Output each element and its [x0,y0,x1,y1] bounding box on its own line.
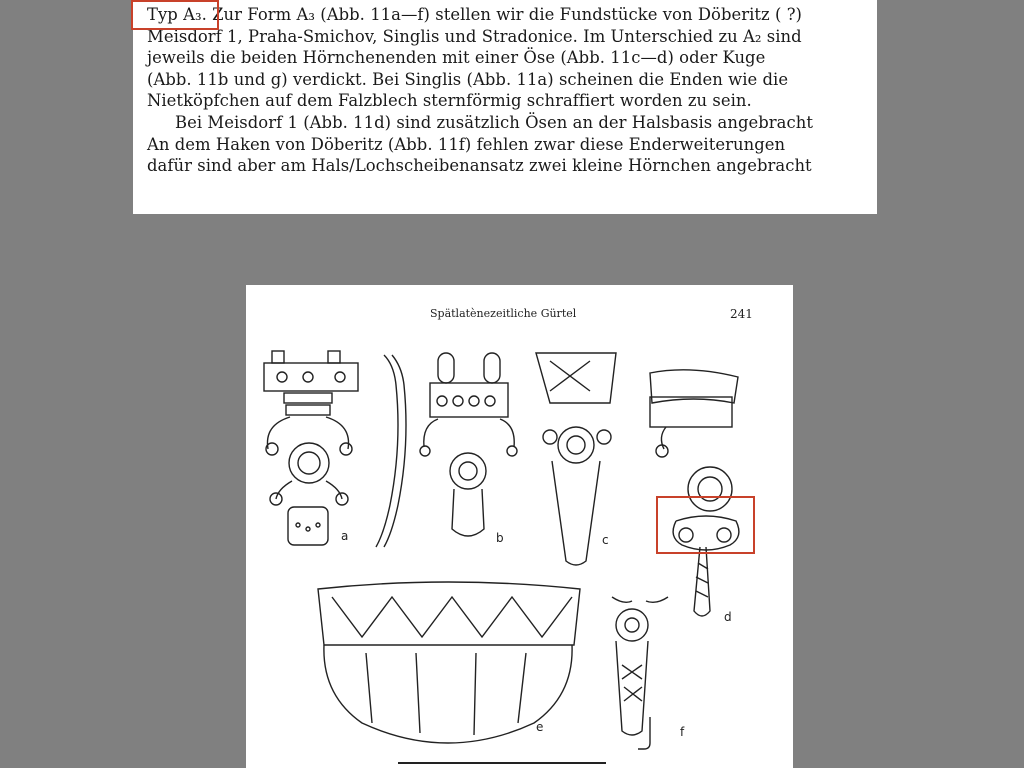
label-c: c [602,533,609,547]
text-line: Typ A₃. Zur Form A₃ (Abb. 11a—f) stellen wir die Fundstücke von Döberitz ( ?) [147,5,802,24]
drawing-b [420,353,517,536]
label-f: f [680,725,685,739]
text-excerpt-panel [133,0,877,214]
text-line: Bei Meisdorf 1 (Abb. 11d) sind zusätzlich Ösen an der Halsbasis angebracht [175,112,813,132]
drawing-e [318,582,606,763]
label-a: a [341,529,349,543]
text-line: An dem Haken von Döberitz (Abb. 11f) fehlen zwar diese Enderweiterungen [147,134,786,154]
text-line: dafür sind aber am Hals/Lochscheibenansatz zwei kleine Hörnchen angebracht [147,156,812,176]
drawing-a-front [264,351,358,545]
drawing-f [612,597,668,749]
text-line: Nietköpfchen auf dem Falzblech sternförmig schraffiert worden zu sein. [147,91,752,111]
highlight-box-eyelets [656,496,755,554]
text-line: Meisdorf 1, Praha-Smichov, Singlis und Stradonice. Im Unterschied zu A₂ sind [147,26,802,46]
label-d: d [724,610,732,624]
label-e: e [536,720,544,734]
page-number: 241 [730,307,753,321]
text-excerpt-lines [147,4,877,177]
text-line: (Abb. 11b und g) verdickt. Bei Singlis (Abb. 11a) scheinen die Enden wie die [147,69,789,89]
drawing-d [650,370,739,616]
running-title: Spätlatènezeitliche Gürtel [430,307,577,320]
highlight-box-typ-a3 [131,0,219,30]
text-line: jeweils die beiden Hörnchenenden mit einer Öse (Abb. 11c—d) oder Kuge [147,48,766,68]
label-b: b [496,531,504,545]
